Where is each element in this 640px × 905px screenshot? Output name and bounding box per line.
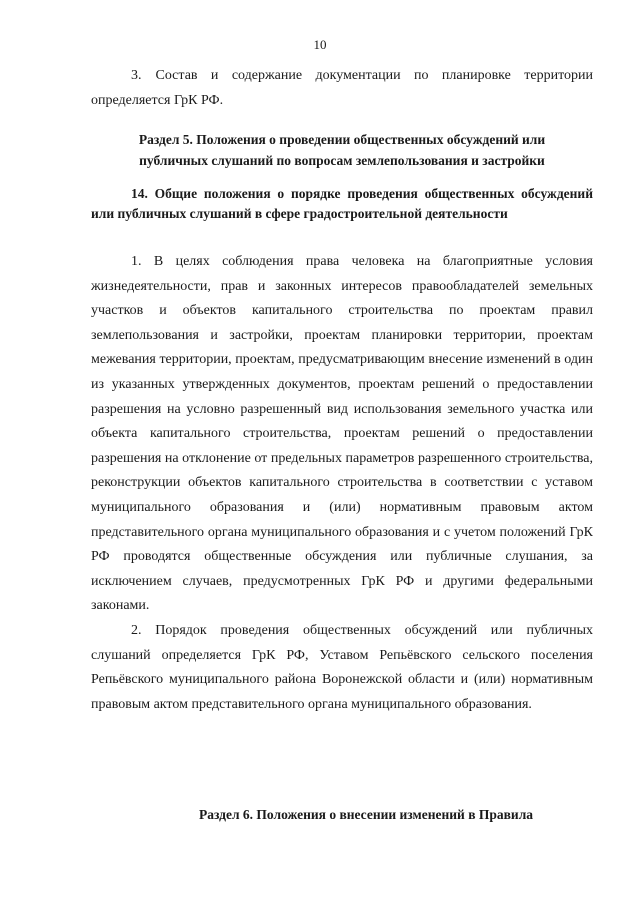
subsection-14-body xyxy=(91,250,593,717)
section-5-title xyxy=(91,129,593,171)
paragraph-1: 1. В целях соблюдения права человека на благоприятные условия жизнедеятельности, прав и законных интересов правообладателей земельных участков и объектов капитального строительства по проектам правил землепользования и застройки, проектам планировки территории, проектам межевания территории, проектам, предусматривающим внесение изменений в один из указанных утвержденных документов, проектам решений о предоставлении разрешения на условно разрешенный вид использования земельного участка или объекта капитального строительства, проектам решений о предоставлении разрешения на отклонение от предельных параметров разрешенного строительства, реконструкции объектов капитального строительства в соответствии с уставом муниципального образования и (или) нормативным правовым актом представительного органа муниципального образования и с учетом положений ГрК РФ проводятся общественные обсуждения или публичные слушания, за исключением случаев, предусмотренных ГрК РФ и другими федеральными законами. xyxy=(91,254,593,614)
intro-paragraph xyxy=(91,64,593,113)
intro-text: 3. Состав и содержание документации по планировке территории определяется ГрК РФ. xyxy=(91,68,593,108)
page-number: 10 xyxy=(313,37,327,52)
subsection-14-title: 14. Общие положения о порядке проведения общественных обсуждений или публичных слушаний в сфере градостроительной деятельности xyxy=(91,186,593,221)
section-5-title-line-2: публичных слушаний по вопросам землепользования и застройки xyxy=(139,153,545,168)
paragraph-2: 2. Порядок проведения общественных обсуждений или публичных слушаний определяется ГрК РФ, Уставом Репьёвского сельского поселения Репьёвского муниципального района Воронежской области и (или) нормативным правовым актом представительного органа муниципального образования. xyxy=(91,622,593,712)
section-5-title-line-1: Раздел 5. Положения о проведении общественных обсуждений или xyxy=(138,132,546,147)
section-6-title: Раздел 6. Положения о внесении изменений в Правила xyxy=(198,807,534,822)
